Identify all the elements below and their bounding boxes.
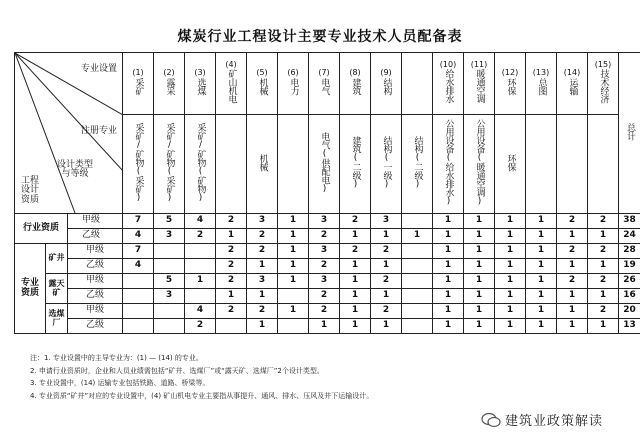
header-num: (1) bbox=[132, 68, 144, 78]
table-cell: 7 bbox=[123, 244, 154, 259]
table-cell bbox=[278, 289, 309, 304]
table-cell bbox=[402, 319, 433, 334]
table-cell: 1 bbox=[433, 319, 464, 334]
header-reg-14 bbox=[557, 115, 588, 214]
table-cell: 2 bbox=[557, 274, 588, 289]
header-num: (4) bbox=[225, 59, 237, 69]
header-num: (2) bbox=[163, 68, 175, 78]
table-cell bbox=[123, 319, 154, 334]
table-cell: 2 bbox=[216, 244, 247, 259]
header-num: (12) bbox=[501, 68, 519, 78]
table-cell: 1 bbox=[464, 274, 495, 289]
watermark bbox=[481, 410, 603, 429]
header-setting-label: 矿山机电 bbox=[226, 69, 237, 104]
header-reg-13 bbox=[526, 115, 557, 214]
table-cell bbox=[402, 259, 433, 274]
table-cell: 2 bbox=[588, 244, 619, 259]
table-cell: 1 bbox=[278, 214, 309, 229]
corner-registered-specialty: 注册专业 bbox=[81, 126, 118, 136]
table-cell bbox=[154, 304, 185, 319]
table-cell: 1 bbox=[247, 259, 278, 274]
header-reg-label: 采矿/矿物(采矿) bbox=[133, 122, 144, 203]
grade-label: 乙级 bbox=[68, 229, 123, 244]
header-num: (11) bbox=[470, 59, 488, 69]
table-cell: 1 bbox=[371, 319, 402, 334]
grade-label: 甲级 bbox=[68, 274, 123, 289]
table-cell: 1 bbox=[464, 319, 495, 334]
subgroup-mine: 矿井 bbox=[46, 244, 68, 274]
header-reg-1 bbox=[154, 115, 185, 214]
grade-label: 乙级 bbox=[68, 259, 123, 274]
header-total bbox=[619, 53, 640, 214]
header-num: (10) bbox=[439, 59, 457, 69]
table-cell: 1 bbox=[340, 304, 371, 319]
table-cell bbox=[154, 319, 185, 334]
table-cell: 1 bbox=[495, 319, 526, 334]
table-cell: 4 bbox=[123, 259, 154, 274]
grade-label: 甲级 bbox=[68, 304, 123, 319]
table-cell: 1 bbox=[464, 229, 495, 244]
header-setting-2 bbox=[185, 53, 216, 115]
header-setting-label: 运输 bbox=[567, 77, 578, 95]
table-cell: 1 bbox=[588, 319, 619, 334]
table-row bbox=[15, 319, 640, 334]
corner-specialty-setting: 专业设置 bbox=[81, 64, 118, 74]
table-cell: 1 bbox=[588, 259, 619, 274]
header-num: (5) bbox=[256, 68, 268, 78]
header-setting-10 bbox=[433, 53, 464, 115]
header-num: (7) bbox=[318, 68, 330, 78]
header-num: (9) bbox=[380, 68, 392, 78]
table-row bbox=[15, 274, 640, 289]
grade-label: 甲级 bbox=[68, 214, 123, 229]
table-cell: 2 bbox=[185, 319, 216, 334]
table-cell: 1 bbox=[433, 214, 464, 229]
header-setting-8 bbox=[371, 53, 402, 115]
table-cell: 3 bbox=[309, 244, 340, 259]
table-cell: 2 bbox=[557, 244, 588, 259]
table-cell: 1 bbox=[557, 289, 588, 304]
table-cell: 1 bbox=[464, 259, 495, 274]
table-cell: 1 bbox=[526, 289, 557, 304]
wechat-icon bbox=[481, 412, 501, 428]
header-reg-label: 建筑(二级) bbox=[350, 135, 361, 189]
header-reg-15 bbox=[588, 115, 619, 214]
note-2: 2. 申请行业资质时，企业和人员业绩需包括“矿井、选煤厂”或“露天矿、选煤厂”2个设计类型。 bbox=[30, 366, 324, 375]
table-cell: 5 bbox=[154, 274, 185, 289]
table-cell: 1 bbox=[433, 289, 464, 304]
header-setting-label: 选煤 bbox=[195, 77, 206, 95]
table-cell: 4 bbox=[185, 214, 216, 229]
page-title: 煤炭行业工程设计主要专业技术人员配备表 bbox=[177, 29, 463, 45]
table-row bbox=[15, 304, 640, 319]
table-cell: 2 bbox=[247, 244, 278, 259]
table-cell: 1 bbox=[309, 319, 340, 334]
table-cell: 1 bbox=[371, 289, 402, 304]
header-setting-label: 建筑 bbox=[350, 77, 361, 95]
header-setting-11 bbox=[464, 53, 495, 115]
header-reg-10 bbox=[433, 115, 464, 214]
table-cell: 1 bbox=[340, 259, 371, 274]
table-cell: 5 bbox=[154, 214, 185, 229]
table-row bbox=[15, 214, 640, 229]
row-total: 38 bbox=[619, 214, 640, 229]
table-cell: 7 bbox=[123, 214, 154, 229]
table-cell: 1 bbox=[247, 289, 278, 304]
table-cell: 3 bbox=[309, 214, 340, 229]
table-cell bbox=[402, 274, 433, 289]
header-reg-4 bbox=[247, 115, 278, 214]
table-cell: 1 bbox=[526, 214, 557, 229]
table-cell: 2 bbox=[588, 274, 619, 289]
table-cell: 1 bbox=[588, 289, 619, 304]
header-reg-label: 采矿/矿物(采矿) bbox=[164, 122, 175, 203]
table-cell: 1 bbox=[433, 229, 464, 244]
table-cell: 3 bbox=[309, 274, 340, 289]
header-setting-label: 结构 bbox=[381, 77, 392, 95]
header-setting-15 bbox=[588, 53, 619, 115]
table-cell: 1 bbox=[557, 319, 588, 334]
table-row bbox=[15, 259, 640, 274]
row-total: 13 bbox=[619, 319, 640, 334]
header-reg-label: 结构(二级) bbox=[412, 135, 423, 189]
table-cell bbox=[123, 289, 154, 304]
header-setting-12 bbox=[495, 53, 526, 115]
table-cell: 4 bbox=[185, 304, 216, 319]
header-setting-0 bbox=[123, 53, 154, 115]
header-reg-label: 结构(一级) bbox=[381, 135, 392, 189]
row-total: 26 bbox=[619, 274, 640, 289]
table-cell: 1 bbox=[433, 304, 464, 319]
table-cell: 1 bbox=[495, 289, 526, 304]
table-cell: 2 bbox=[588, 214, 619, 229]
table-cell bbox=[402, 214, 433, 229]
row-total: 16 bbox=[619, 289, 640, 304]
table-cell: 1 bbox=[588, 229, 619, 244]
table-cell: 2 bbox=[309, 289, 340, 304]
table-cell: 1 bbox=[464, 304, 495, 319]
header-reg-2 bbox=[185, 115, 216, 214]
table-cell bbox=[154, 244, 185, 259]
table-row bbox=[15, 244, 640, 259]
table-cell: 3 bbox=[154, 289, 185, 304]
header-num: (3) bbox=[194, 68, 206, 78]
table-cell: 1 bbox=[216, 289, 247, 304]
header-setting-7 bbox=[340, 53, 371, 115]
table-cell: 1 bbox=[526, 229, 557, 244]
watermark-text: 建筑业政策解读 bbox=[505, 414, 604, 429]
table-cell: 1 bbox=[340, 289, 371, 304]
table-cell bbox=[185, 244, 216, 259]
table-cell: 1 bbox=[495, 259, 526, 274]
corner-qualification: 工程设计资质 bbox=[20, 176, 39, 205]
table-cell bbox=[402, 244, 433, 259]
table-cell: 1 bbox=[278, 274, 309, 289]
table-cell: 1 bbox=[402, 229, 433, 244]
row-total: 20 bbox=[619, 304, 640, 319]
table-cell: 2 bbox=[216, 274, 247, 289]
grade-label: 乙级 bbox=[68, 319, 123, 334]
header-setting-label: 暖通空调 bbox=[474, 69, 485, 104]
table-cell: 1 bbox=[526, 304, 557, 319]
table-cell: 2 bbox=[309, 259, 340, 274]
header-setting-9 bbox=[402, 53, 433, 115]
table-cell: 3 bbox=[154, 229, 185, 244]
table-cell: 2 bbox=[340, 244, 371, 259]
note-3: 3. 专业设置中，(14) 运输专业包括铁路、道路、桥梁等。 bbox=[30, 379, 210, 387]
table-cell: 1 bbox=[340, 274, 371, 289]
table-cell: 2 bbox=[588, 304, 619, 319]
note-1: 注：1. 专业设置中的主导专业为：(1) — (14) 的专业。 bbox=[30, 354, 203, 362]
table-cell: 2 bbox=[309, 229, 340, 244]
header-setting-4 bbox=[247, 53, 278, 115]
table-cell: 1 bbox=[495, 229, 526, 244]
header-reg-3 bbox=[216, 115, 247, 214]
table-cell: 2 bbox=[247, 304, 278, 319]
subgroup-coal_prep: 选煤厂 bbox=[46, 304, 68, 334]
table-cell: 2 bbox=[185, 229, 216, 244]
header-num: (13) bbox=[532, 68, 550, 78]
header-setting-label: 技术经济 bbox=[598, 69, 609, 104]
table-cell bbox=[185, 259, 216, 274]
note-4: 4. 专业资质“矿井”对应的专业设置中，(4) 矿山机电专业主要指从事提升、通风、排水、压风及井下运输设计。 bbox=[30, 391, 374, 400]
table-cell: 1 bbox=[433, 244, 464, 259]
table-cell: 1 bbox=[526, 274, 557, 289]
table-cell: 1 bbox=[278, 229, 309, 244]
header-setting-1 bbox=[154, 53, 185, 115]
header-setting-label: 采矿 bbox=[133, 77, 144, 95]
table-cell: 1 bbox=[495, 214, 526, 229]
table-cell: 2 bbox=[371, 304, 402, 319]
table-cell bbox=[402, 304, 433, 319]
table-cell: 3 bbox=[371, 214, 402, 229]
table-cell bbox=[402, 289, 433, 304]
header-setting-label: 给水排水 bbox=[443, 69, 454, 104]
table-cell: 2 bbox=[557, 214, 588, 229]
table-cell: 1 bbox=[557, 229, 588, 244]
table-cell: 1 bbox=[340, 319, 371, 334]
header-reg-8 bbox=[371, 115, 402, 214]
row-total: 19 bbox=[619, 259, 640, 274]
corner-design-type: 设计类型与等级 bbox=[56, 160, 93, 180]
table-cell: 4 bbox=[123, 229, 154, 244]
header-num: (8) bbox=[349, 68, 361, 78]
table-cell: 1 bbox=[371, 229, 402, 244]
header-setting-5 bbox=[278, 53, 309, 115]
header-reg-12 bbox=[495, 115, 526, 214]
table-cell: 1 bbox=[278, 304, 309, 319]
staffing-table bbox=[14, 52, 640, 334]
row-total: 24 bbox=[619, 229, 640, 244]
header-reg-0 bbox=[123, 115, 154, 214]
table-cell: 1 bbox=[495, 274, 526, 289]
table-cell: 1 bbox=[526, 259, 557, 274]
header-total-label: 总计 bbox=[625, 122, 636, 140]
table-cell: 1 bbox=[433, 274, 464, 289]
table-cell: 2 bbox=[216, 259, 247, 274]
table-cell: 1 bbox=[526, 244, 557, 259]
table-cell: 1 bbox=[464, 214, 495, 229]
table-cell: 1 bbox=[464, 244, 495, 259]
header-reg-7 bbox=[340, 115, 371, 214]
table-cell: 2 bbox=[340, 214, 371, 229]
header-setting-6 bbox=[309, 53, 340, 115]
table-cell bbox=[185, 289, 216, 304]
header-num: (6) bbox=[287, 68, 299, 78]
table-row bbox=[15, 289, 640, 304]
header-num: (14) bbox=[563, 68, 581, 78]
header-setting-label: 总图 bbox=[536, 77, 547, 95]
header-reg-6 bbox=[309, 115, 340, 214]
header-reg-label: 公用设备(给水排水) bbox=[443, 118, 454, 206]
header-reg-label: 机械 bbox=[257, 153, 268, 171]
table-cell: 2 bbox=[371, 244, 402, 259]
group-industry: 行业资质 bbox=[15, 214, 68, 244]
header-reg-11 bbox=[464, 115, 495, 214]
header-reg-label: 环保 bbox=[505, 153, 516, 171]
header-setting-label: 电气 bbox=[319, 77, 330, 95]
table-cell: 2 bbox=[247, 229, 278, 244]
table-cell: 1 bbox=[247, 319, 278, 334]
header-setting-label: 环保 bbox=[505, 77, 516, 95]
table-cell: 2 bbox=[216, 214, 247, 229]
table-cell: 2 bbox=[309, 304, 340, 319]
table-cell: 1 bbox=[433, 259, 464, 274]
table-cell bbox=[123, 274, 154, 289]
table-cell: 1 bbox=[464, 289, 495, 304]
row-total: 28 bbox=[619, 244, 640, 259]
table-cell: 1 bbox=[216, 229, 247, 244]
table-cell: 2 bbox=[216, 304, 247, 319]
table-cell bbox=[154, 259, 185, 274]
grade-label: 甲级 bbox=[68, 244, 123, 259]
table-cell: 1 bbox=[557, 259, 588, 274]
header-reg-9 bbox=[402, 115, 433, 214]
header-setting-label: 露采 bbox=[164, 77, 175, 95]
header-setting-label: 电力 bbox=[288, 77, 299, 95]
header-setting-3 bbox=[216, 53, 247, 115]
table-cell: 1 bbox=[278, 259, 309, 274]
subgroup-open_pit: 露天矿 bbox=[46, 274, 68, 304]
group-specialty: 专业资质 bbox=[15, 244, 46, 334]
notes bbox=[30, 352, 373, 402]
corner-cell bbox=[15, 53, 123, 214]
table-cell bbox=[123, 304, 154, 319]
table-row bbox=[15, 229, 640, 244]
table-cell: 3 bbox=[247, 274, 278, 289]
header-reg-label: 采矿/矿物(矿物) bbox=[195, 122, 206, 203]
table-cell: 1 bbox=[371, 259, 402, 274]
header-setting-label: 机械 bbox=[257, 77, 268, 95]
header-reg-label: 公用设备(暖通空调) bbox=[474, 118, 485, 206]
header-setting-13 bbox=[526, 53, 557, 115]
table-cell: 1 bbox=[495, 304, 526, 319]
table-cell: 1 bbox=[557, 304, 588, 319]
table-cell bbox=[278, 319, 309, 334]
table-cell: 1 bbox=[278, 244, 309, 259]
table-cell: 2 bbox=[371, 274, 402, 289]
table-cell: 3 bbox=[247, 214, 278, 229]
table-cell: 1 bbox=[340, 229, 371, 244]
table-cell: 1 bbox=[526, 319, 557, 334]
table-cell: 1 bbox=[185, 274, 216, 289]
header-reg-label: 电气(供配电) bbox=[319, 131, 330, 194]
header-num: (15) bbox=[594, 59, 612, 69]
header-reg-5 bbox=[278, 115, 309, 214]
grade-label: 乙级 bbox=[68, 289, 123, 304]
table-cell: 1 bbox=[495, 244, 526, 259]
header-setting-14 bbox=[557, 53, 588, 115]
table-cell bbox=[216, 319, 247, 334]
